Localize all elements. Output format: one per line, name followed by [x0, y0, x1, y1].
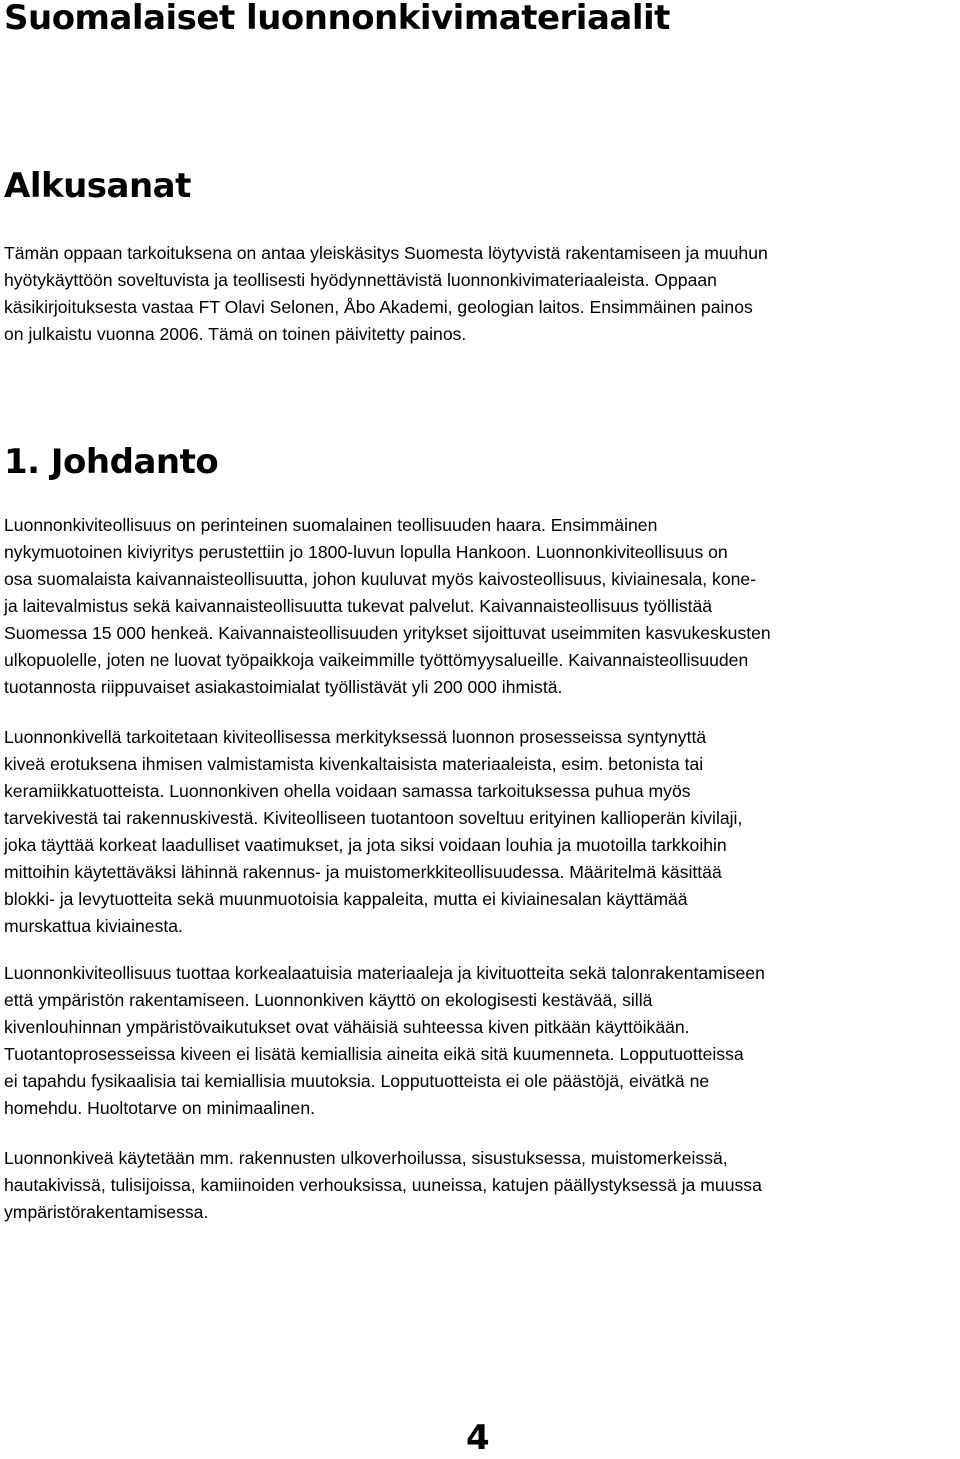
- paragraph-foreword: Tämän oppaan tarkoituksena on antaa yleiskäsitys Suomesta löytyvistä rakentamiseen ja muuhun hyötykäyttöön soveltuvista ja teollisesti hyödynnettävistä luonnonkivimateriaaleista. Oppaan käsikirjoituksesta vastaa FT Olavi Selonen, Åbo Akademi, geologian laitos. Ensimmäinen painos on julkaistu vuonna 2006. Tämä on toinen päivitetty painos.: [4, 243, 768, 344]
- paragraph-intro-1: Luonnonkiviteollisuus on perinteinen suomalainen teollisuuden haara. Ensimmäinen nykymuotoinen kiviyritys perustettiin jo 1800-luvun lopulla Hankoon. Luonnonkiviteollisuus on osa suomalaista kaivannaisteollisuutta, johon kuuluvat myös kaivosteollisuus, kiviainesala, kone- ja laitevalmistus sekä kaivannaisteollisuutta tukevat palvelut. Kaivannaisteollisuus työllistää Suomessa 15 000 henkeä. Kaivannaisteollisuuden yritykset sijoittuvat useimmiten kasvukeskusten ulkopuolelle, joten ne luovat työpaikkoja vaikeimmille työttömyysalueille. Kaivannaisteollisuuden tuotannosta riippuvaiset asiakastoimialat työllistävät yli 200 000 ihmistä.: [4, 515, 771, 697]
- section-heading-johdanto: 1. Johdanto: [4, 442, 219, 482]
- document-title: Suomalaiset luonnonkivimateriaalit: [4, 0, 670, 38]
- section-heading-alkusanat: Alkusanat: [4, 166, 191, 206]
- paragraph-intro-4: Luonnonkiveä käytetään mm. rakennusten ulkoverhoilussa, sisustuksessa, muistomerkeissä, hautakivissä, tulisijoissa, kamiinoiden verhouksissa, uuneissa, katujen päällystyksessä ja muussa ympäristörakentamisessa.: [4, 1148, 762, 1222]
- paragraph-intro-2: Luonnonkivellä tarkoitetaan kiviteollisessa merkityksessä luonnon prosesseissa syntynyttä kiveä erotuksena ihmisen valmistamista kivenkaltaisista materiaaleista, esim. betonista tai keramiikkatuotteista. Luonnonkiven ohella voidaan samassa tarkoituksessa puhua myös tarvekivestä tai rakennuskivestä. Kiviteolliseen tuotantoon soveltuu erityinen kallioperän kivilaji, joka täyttää korkeat laadulliset vaatimukset, ja jota siksi voidaan louhia ja muotoilla tarkkoihin mittoihin käytettäväksi lähinnä rakennus- ja muistomerkkiteollisuudessa. Määritelmä käsittää blokki- ja levytuotteita sekä muunmuotoisia kappaleita, mutta ei kiviainesalan käyttämää murskattua kiviainesta.: [4, 727, 743, 936]
- paragraph-intro-3: Luonnonkiviteollisuus tuottaa korkealaatuisia materiaaleja ja kivituotteita sekä talonrakentamiseen että ympäristön rakentamiseen. Luonnonkiven käyttö on ekologisesti kestävää, sillä kivenlouhinnan ympäristövaikutukset ovat vähäisiä suhteessa kiven pitkään käyttöikään. Tuotantoprosesseissa kiveen ei lisätä kemiallisia aineita eikä sitä kuumenneta. Lopputuotteissa ei tapahdu fysikaalisia tai kemiallisia muutoksia. Lopputuotteista ei ole päästöjä, eivätkä ne homehdu. Huoltotarve on minimaalinen.: [4, 963, 765, 1118]
- page-number: 4: [466, 1418, 490, 1458]
